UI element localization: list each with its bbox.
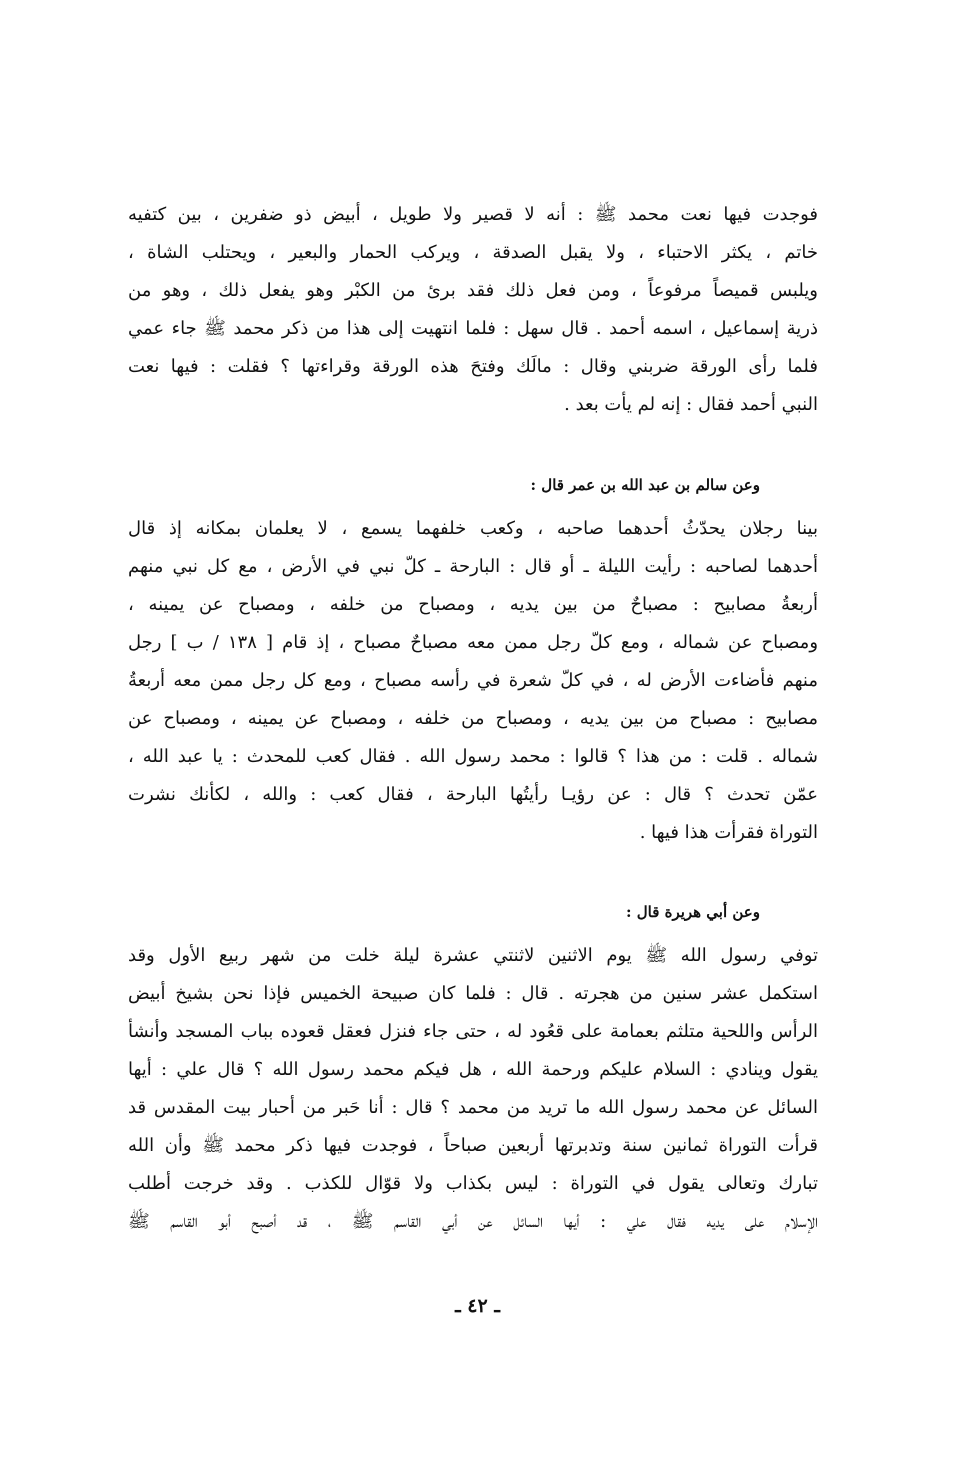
paragraph-3 xyxy=(128,937,818,1241)
text-line: فلما رأى الورقة ضربني وقال : مالَك وفتحَ هذه الورقة وقراءتها ؟ فقلت : فيها نعت xyxy=(128,356,818,377)
text-line: شماله . قلت : من هذا ؟ قالوا : محمد رسول الله . فقال كعب للمحدث : يا عبد الله ، xyxy=(128,746,818,767)
section-heading-2: وعن أبي هريرة قال : xyxy=(625,903,760,921)
text-line: بينا رجلان يحدّثُ أحدهما صاحبه ، وكعب خلفهما يسمع ، لا يعلمان بمكانه إذ قال xyxy=(128,518,818,539)
text-line: توفي رسول الله ﷺ يوم الاثنين لاثنتي عشرة ليلة خلت من شهر ربيع الأول وقد xyxy=(128,945,818,966)
text-line: مصابيح : مصباح من بين يديه ، ومصباح من خلفه ، ومصباح عن يمينه ، ومصباح عن xyxy=(128,708,818,729)
section-heading-1: وعن سالم بن عبد الله بن عمر قال : xyxy=(530,476,760,494)
text-line: تبارك وتعالى يقول في التوراة : ليس بكذاب ولا قوّال للكذب . وقد خرجت أطلب xyxy=(128,1173,818,1194)
text-line: فوجدت فيها نعت محمد ﷺ : أنه لا قصير ولا طويل ، أبيض ذو ضفرين ، بين كتفيه xyxy=(128,204,818,225)
text-line: أربعةُ مصابيح : مصباحٌ من بين يديه ، ومصباح من خلفه ، ومصباح عن يمينه ، xyxy=(128,594,818,615)
text-line: يقول وينادي : السلام عليكم ورحمة الله ، هل فيكم محمد رسول الله ؟ قال علي : أيها xyxy=(128,1059,818,1080)
text-line: السائل عن محمد رسول الله ما تريد من محمد ؟ قال : أنا حَبر من أحبار بيت المقدس قد xyxy=(128,1097,818,1118)
text-line: ذرية إسماعيل ، اسمه أحمد . قال سهل : فلما انتهيت إلى هذا من ذكر محمد ﷺ جاء عمي xyxy=(128,318,818,339)
text-line: قرأت التوراة ثمانين سنة وتدبرتها أربعين صباحاً ، فوجدت فيها ذكر محمد ﷺ وأن الله xyxy=(128,1135,818,1156)
page-number: ـ ٤٢ ـ xyxy=(455,1295,500,1317)
text-line: ومصباح عن شماله ، ومع كلّ رجل ممن معه مصباحٌ مصباح ، إذ قام [ ١٣٨ / ب ] رجل xyxy=(128,632,818,653)
text-line: ويلبس قميصاً مرفوعاً ، ومن فعل ذلك فقد برئ من الكبْر وهو يفعل ذلك ، وهو من xyxy=(128,280,818,301)
text-line: منهم فأضاءت الأرض له ، في كلّ شعرة في رأسه مصباح ، ومع كل رجل ممن معه أربعةُ xyxy=(128,670,818,691)
text-line: الرأس واللحية متلثم بعمامة على قعُود له ، حتى جاء فنزل فعقل قعوده بباب المسجد وأنشأ xyxy=(128,1021,818,1042)
text-line: خاتم ، يكثر الاحتباء ، ولا يقبل الصدقة ، ويركب الحمار والبعير ، ويحتلب الشاة ، xyxy=(128,242,818,263)
text-line: الإسلام على يديه فقال علي : أيها السائل عن أبي القاسم ﷺ ، قد أصبح أبو القاسم ﷺ xyxy=(128,1211,818,1232)
paragraph-2 xyxy=(128,510,818,852)
text-line: عمّن تحدث ؟ قال : عن رؤيـا رأيتُها البارحة ، فقال كعب : والله ، لكأنك نشرت xyxy=(128,784,818,805)
text-line: التوراة فقرأت هذا فيها . xyxy=(639,822,818,843)
text-line: النبي أحمد فقال : إنه لم يأت بعد . xyxy=(564,394,818,415)
text-line: أحدهما لصاحبه : رأيت الليلة ـ أو قال : البارحة ـ كلّ نبي في الأرض ، مع كل نبي منهم xyxy=(128,556,818,577)
text-line: استكمل عشر سنين من هجرته . قال : فلما كان صبيحة الخميس فإذا نحن بشيخ أبيض xyxy=(128,983,818,1004)
paragraph-1 xyxy=(128,196,818,424)
